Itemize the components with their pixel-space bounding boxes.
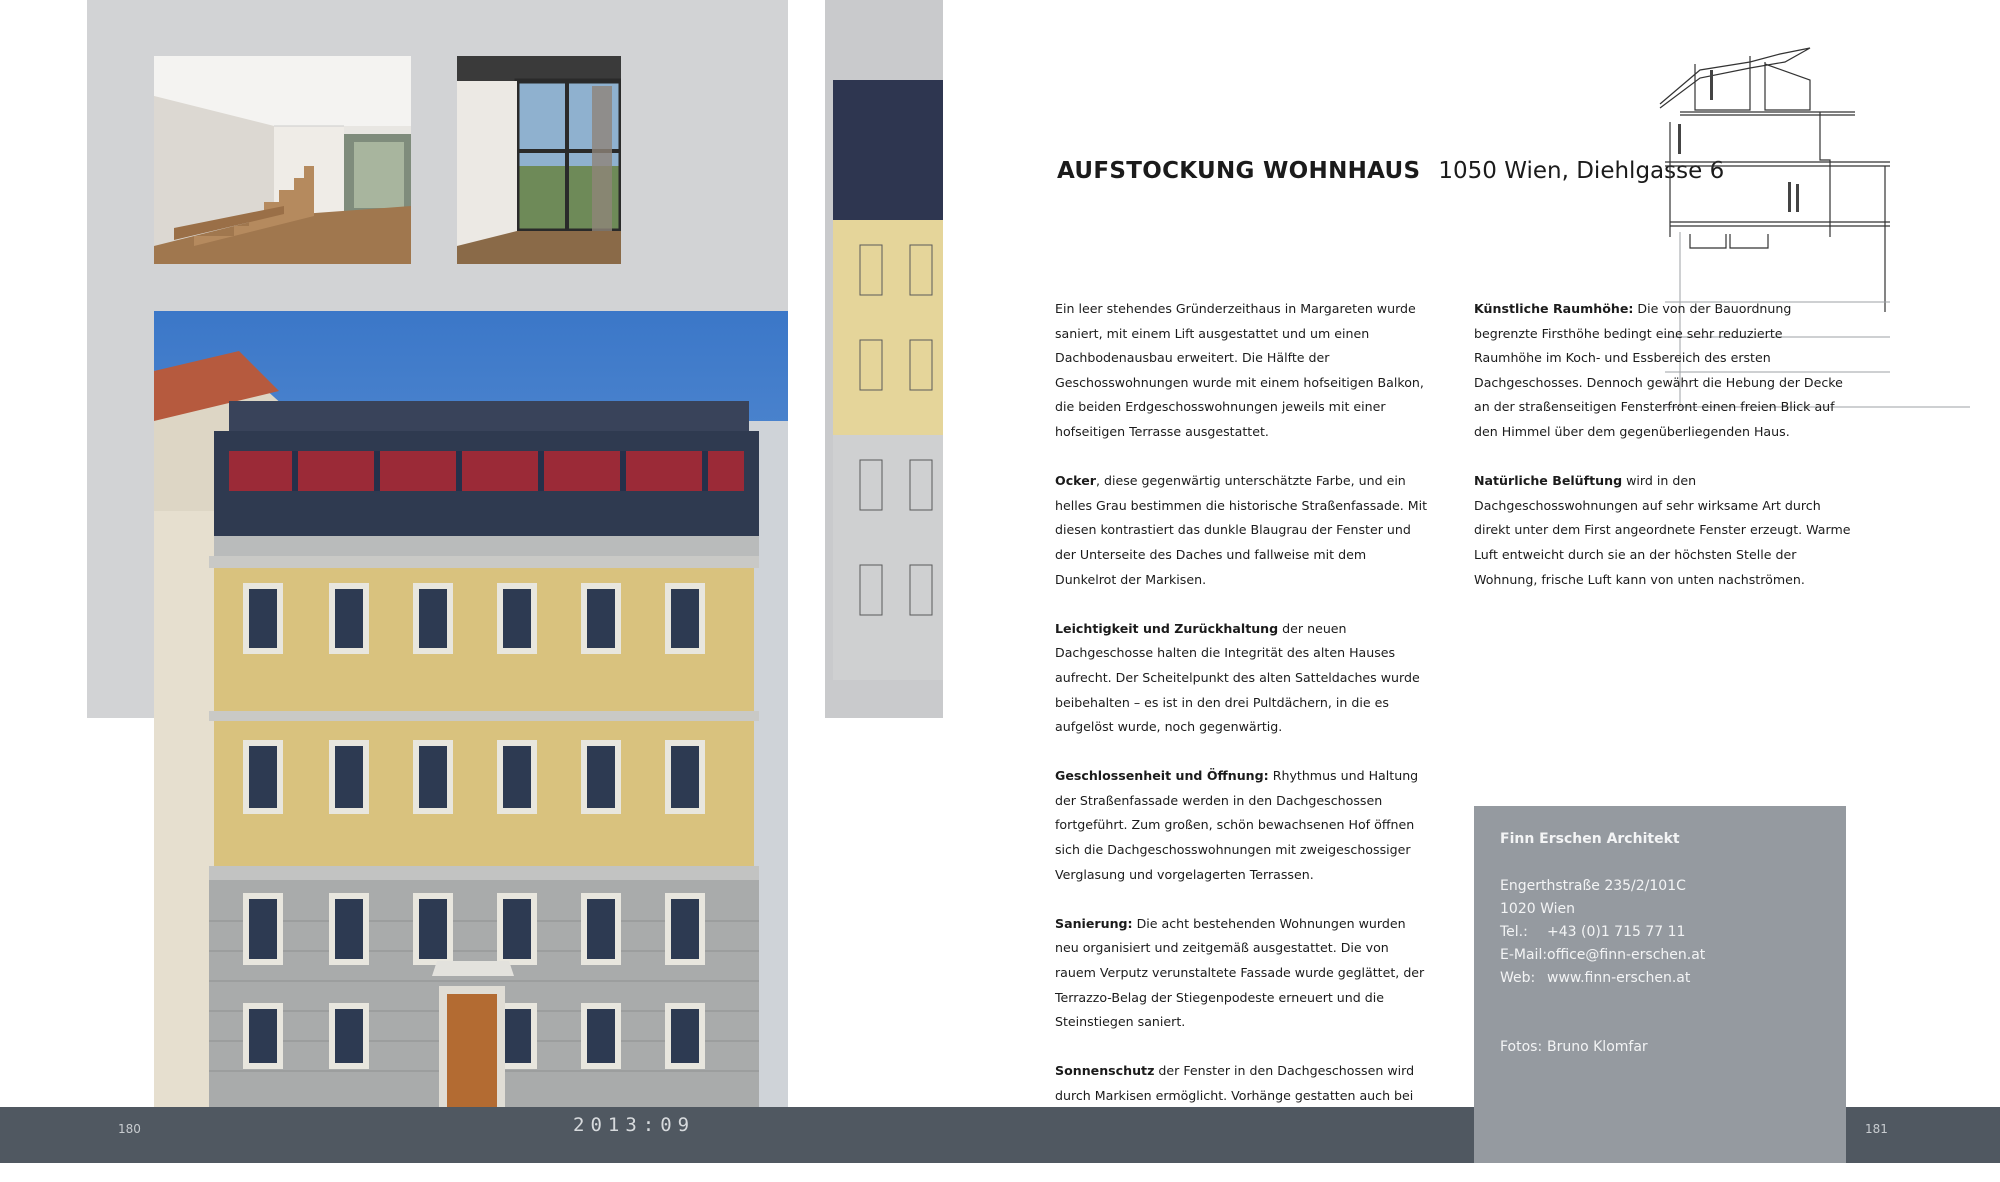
page-number-right: 181 <box>1865 1122 1888 1136</box>
architect-name: Finn Erschen Architekt <box>1500 831 1680 847</box>
architect-box-extension <box>1474 1107 1846 1163</box>
body-text-left-column <box>1055 297 1430 1182</box>
architect-email[interactable]: E-Mail:office@finn-erschen.at <box>1500 947 1706 963</box>
article-title <box>1057 158 1724 184</box>
facade-elevation-strip <box>825 0 943 718</box>
paragraph: Sanierung: Die acht bestehenden Wohnungen wurden neu organisiert und zeitgemäß ausgestattet. Die von rauem Verputz verunstaltete Fassade wurde geglättet, der Terrazzo-Belag der Stiegenpodeste erneuert und die Steinstiegen saniert. <box>1055 915 1425 1030</box>
interior-staircase-photo <box>154 56 411 264</box>
architect-street: Engerthstraße 235/2/101C <box>1500 878 1686 894</box>
paragraph: Ocker, diese gegenwärtig unterschätzte Farbe, und ein helles Grau bestimmen die historische Straßenfassade. Mit diesen kontrastiert das dunkle Blaugrau der Fenster und der Unterseite des Daches und fallweise mit dem Dunkelrot der Markisen. <box>1055 473 1428 587</box>
paragraph: Leichtigkeit und Zurückhaltung der neuen Dachgeschosse halten die Integrität des alten Hauses aufrecht. Der Scheitelpunkt des alten Satteldaches wurde beibehalten – es ist in den drei Pultdächern, in die es aufgelöst wurde, noch gegenwärtig. <box>1055 620 1420 735</box>
title-main: AUFSTOCKUNG WOHNHAUS <box>1057 158 1421 184</box>
paragraph: Geschlossenheit und Öffnung: Rhythmus und Haltung der Straßenfassade werden in den Dachgeschossen fortgeführt. Zum großen, schön bewachsenen Hof öffnen sich die Dachgeschosswohnungen mit zweigeschossiger Verglasung und vorgelagerten Terrassen. <box>1055 768 1419 882</box>
body-text-right-column <box>1474 297 1854 617</box>
architect-website[interactable]: Web: www.finn-erschen.at <box>1500 970 1691 986</box>
interior-window-photo <box>457 56 621 264</box>
photo-credit: Fotos: Bruno Klomfar <box>1500 1039 1648 1055</box>
street-facade-photo <box>154 311 788 1107</box>
paragraph: Sonnenschutz der Fenster in den Dachgeschossen wird durch Markisen ermöglicht. Vorhänge gestatten auch bei <box>1055 1063 1415 1103</box>
issue-label: 2013:09 <box>573 1114 696 1136</box>
page-number-left: 180 <box>118 1122 141 1136</box>
architect-phone: Tel.: +43 (0)1 715 77 11 <box>1500 924 1686 940</box>
paragraph: Künstliche Raumhöhe: Die von der Bauordnung begrenzte Firsthöhe bedingt eine sehr reduzierte Raumhöhe im Koch- und Essbereich des ersten Dachgeschosses. Dennoch gewährt die Hebung der Decke an der straßenseitigen Fensterfront einen freien Blick auf den Himmel über dem gegenüberliegenden Haus. <box>1474 301 1843 439</box>
paragraph: Ein leer stehendes Gründerzeithaus in Margareten wurde saniert, mit einem Lift ausgestattet und um einen Dachbodenausbau erweitert. Die Hälfte der Geschosswohnungen wurde mit einem hofseitigen Balkon, die beiden Erdgeschosswohnungen jeweils mit einer hofseitigen Terrasse ausgestattet. <box>1055 301 1424 439</box>
title-address: 1050 Wien, Diehlgasse 6 <box>1438 158 1725 184</box>
architect-city: 1020 Wien <box>1500 901 1575 917</box>
paragraph: Natürliche Belüftung wird in den Dachgeschosswohnungen auf sehr wirksame Art durch direkt unter dem First angeordnete Fenster erzeugt. Warme Luft entweicht durch sie an der höchsten Stelle der Wohnung, frische Luft kann von unten nachströmen. <box>1474 473 1851 587</box>
